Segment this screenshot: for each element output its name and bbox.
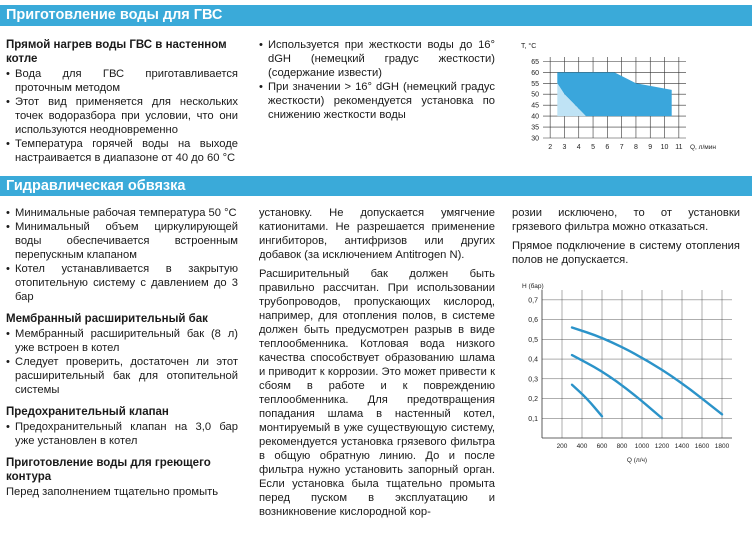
dhw-text-right	[259, 38, 495, 122]
dhw-bullet-list	[6, 67, 238, 165]
prep-heading: Приготовление воды для греющего контура	[6, 457, 211, 483]
mid-paragraph-1: установку. Не допускается умягчение катионитами. Не разрешается применение ингибиторов, антифризов или других добавок (за исключением Antitrogen N).	[259, 207, 495, 261]
dhw-temperature-chart	[508, 36, 748, 166]
dhw-bullet-list-2	[259, 38, 495, 122]
dhw-subtitle: Прямой нагрев воды ГВС в настенном котле	[6, 39, 227, 65]
valve-bullet-list	[6, 420, 238, 448]
y-tick-label: 35	[531, 124, 539, 132]
y-tick-label: 0,7	[528, 297, 538, 305]
y-tick-label: 0,3	[528, 376, 538, 384]
pump-curve-2	[572, 355, 662, 418]
list-item: • Минимальный объем циркулирующей воды обеспечивается встроенным перепускным клапаном	[6, 220, 238, 262]
hydraulic-text-left	[6, 206, 238, 504]
y-tick-label: 40	[531, 113, 539, 121]
y-tick-label: 30	[531, 135, 539, 143]
y-tick-label: 0,1	[528, 415, 538, 423]
x-tick-label: 9	[648, 144, 653, 151]
x-tick-label: 1000	[634, 443, 650, 450]
hydraulic-text-middle	[259, 206, 495, 524]
list-item: • Следует проверить, достаточен ли этот расширительный бак для отопительной системы	[6, 355, 238, 397]
x-tick-label: 3	[562, 144, 567, 151]
y-tick-label: 65	[531, 58, 539, 66]
y-tick-label: 0,4	[528, 356, 538, 364]
list-item: • Этот вид применяется для нескольких точек водоразбора при условии, что они используются неодновременно	[6, 95, 238, 137]
y-tick-label: 0,5	[528, 336, 538, 344]
y-tick-label: 0,2	[528, 396, 538, 404]
pump-curve-3	[572, 385, 602, 417]
section-banner-dhw: Приготовление воды для ГВС	[0, 5, 752, 26]
x-tick-label: 1800	[714, 443, 730, 450]
y-tick-label: 0,6	[528, 317, 538, 325]
x-axis-label: Q, л/мин	[690, 144, 716, 151]
list-item: • Мембранный расширительный бак (8 л) уже встроен в котел	[6, 327, 238, 355]
y-tick-label: 45	[531, 102, 539, 110]
prep-text: Перед заполнением тщательно промыть	[6, 486, 219, 498]
x-tick-label: 1400	[674, 443, 690, 450]
list-item: • Используется при жесткости воды до 16° dGH (немецкий градус жесткости) (содержание извести)	[259, 38, 495, 80]
list-item: • Котел устанавливается в закрытую отопительную систему с давлением до 3 бар	[6, 262, 238, 304]
section-banner-hydraulic: Гидравлическая обвязка	[0, 176, 752, 196]
y-axis-label: H (бар)	[522, 283, 544, 290]
x-tick-label: 10	[660, 144, 669, 151]
list-item: • Предохранительный клапан на 3,0 бар уже установлен в котел	[6, 420, 238, 448]
list-item: • При значении > 16° dGH (немецкий градус жесткости) рекомендуется установка по снижению жесткости воды	[259, 80, 495, 122]
x-tick-label: 1600	[694, 443, 710, 450]
x-tick-label: 1200	[654, 443, 670, 450]
x-tick-label: 11	[675, 144, 683, 151]
x-tick-label: 8	[633, 144, 638, 151]
x-tick-label: 7	[619, 144, 624, 151]
x-tick-label: 5	[591, 144, 596, 151]
membrane-bullet-list	[6, 327, 238, 397]
x-tick-label: 600	[596, 443, 608, 450]
dhw-text-left	[6, 38, 238, 165]
right-paragraph-2: Прямое подключение в систему отопления полов не допускается.	[512, 240, 740, 266]
y-axis-label: T, °C	[521, 43, 537, 50]
right-paragraph-1: розии исключено, то от установки грязевого фильтра можно отказаться.	[512, 207, 740, 233]
y-tick-label: 50	[531, 91, 539, 99]
x-tick-label: 400	[576, 443, 588, 450]
x-tick-label: 200	[556, 443, 568, 450]
x-tick-label: 4	[576, 144, 581, 151]
valve-heading: Предохранительный клапан	[6, 406, 169, 418]
mid-paragraph-2: Расширительный бак должен быть правильно рассчитан. При использовании трубопроводов, пропускающих кислород, например, для отопления полов, в системе должен быть предусмотрен разрыв в виде теплообменника. Котловая вода низкого качества способствует образованию шлама и приводит к коррозии. Это может привести к сбоям в работе и к повреждению теплообменника. Для предотвращения попадания шлама в настенный котел, монтируемый в уже существующую систему, рекомендуется установка грязевого фильтра в общую обратную линию. До и после фильтра нужно установить запорный орган. Если установка была тщательно промыта перед пуском в эксплуатацию и возникновение кислородной кор-	[259, 268, 495, 518]
x-tick-label: 6	[605, 144, 610, 151]
membrane-heading: Мембранный расширительный бак	[6, 313, 208, 325]
pump-curve-1	[572, 327, 722, 414]
pump-head-chart	[512, 278, 744, 468]
list-item: • Вода для ГВС приготавливается проточным методом	[6, 67, 238, 95]
x-tick-label: 2	[548, 144, 553, 151]
list-item: • Минимальные рабочая температура 50 °С	[6, 206, 238, 220]
x-tick-label: 800	[616, 443, 628, 450]
y-tick-label: 55	[531, 80, 539, 88]
y-tick-label: 60	[531, 69, 539, 77]
list-item: • Температура горячей воды на выходе настраивается в диапазоне от 40 до 60 °С	[6, 137, 238, 165]
x-axis-label: Q (л/ч)	[626, 457, 648, 464]
min-bullet-list	[6, 206, 238, 304]
hydraulic-text-right	[512, 206, 740, 272]
